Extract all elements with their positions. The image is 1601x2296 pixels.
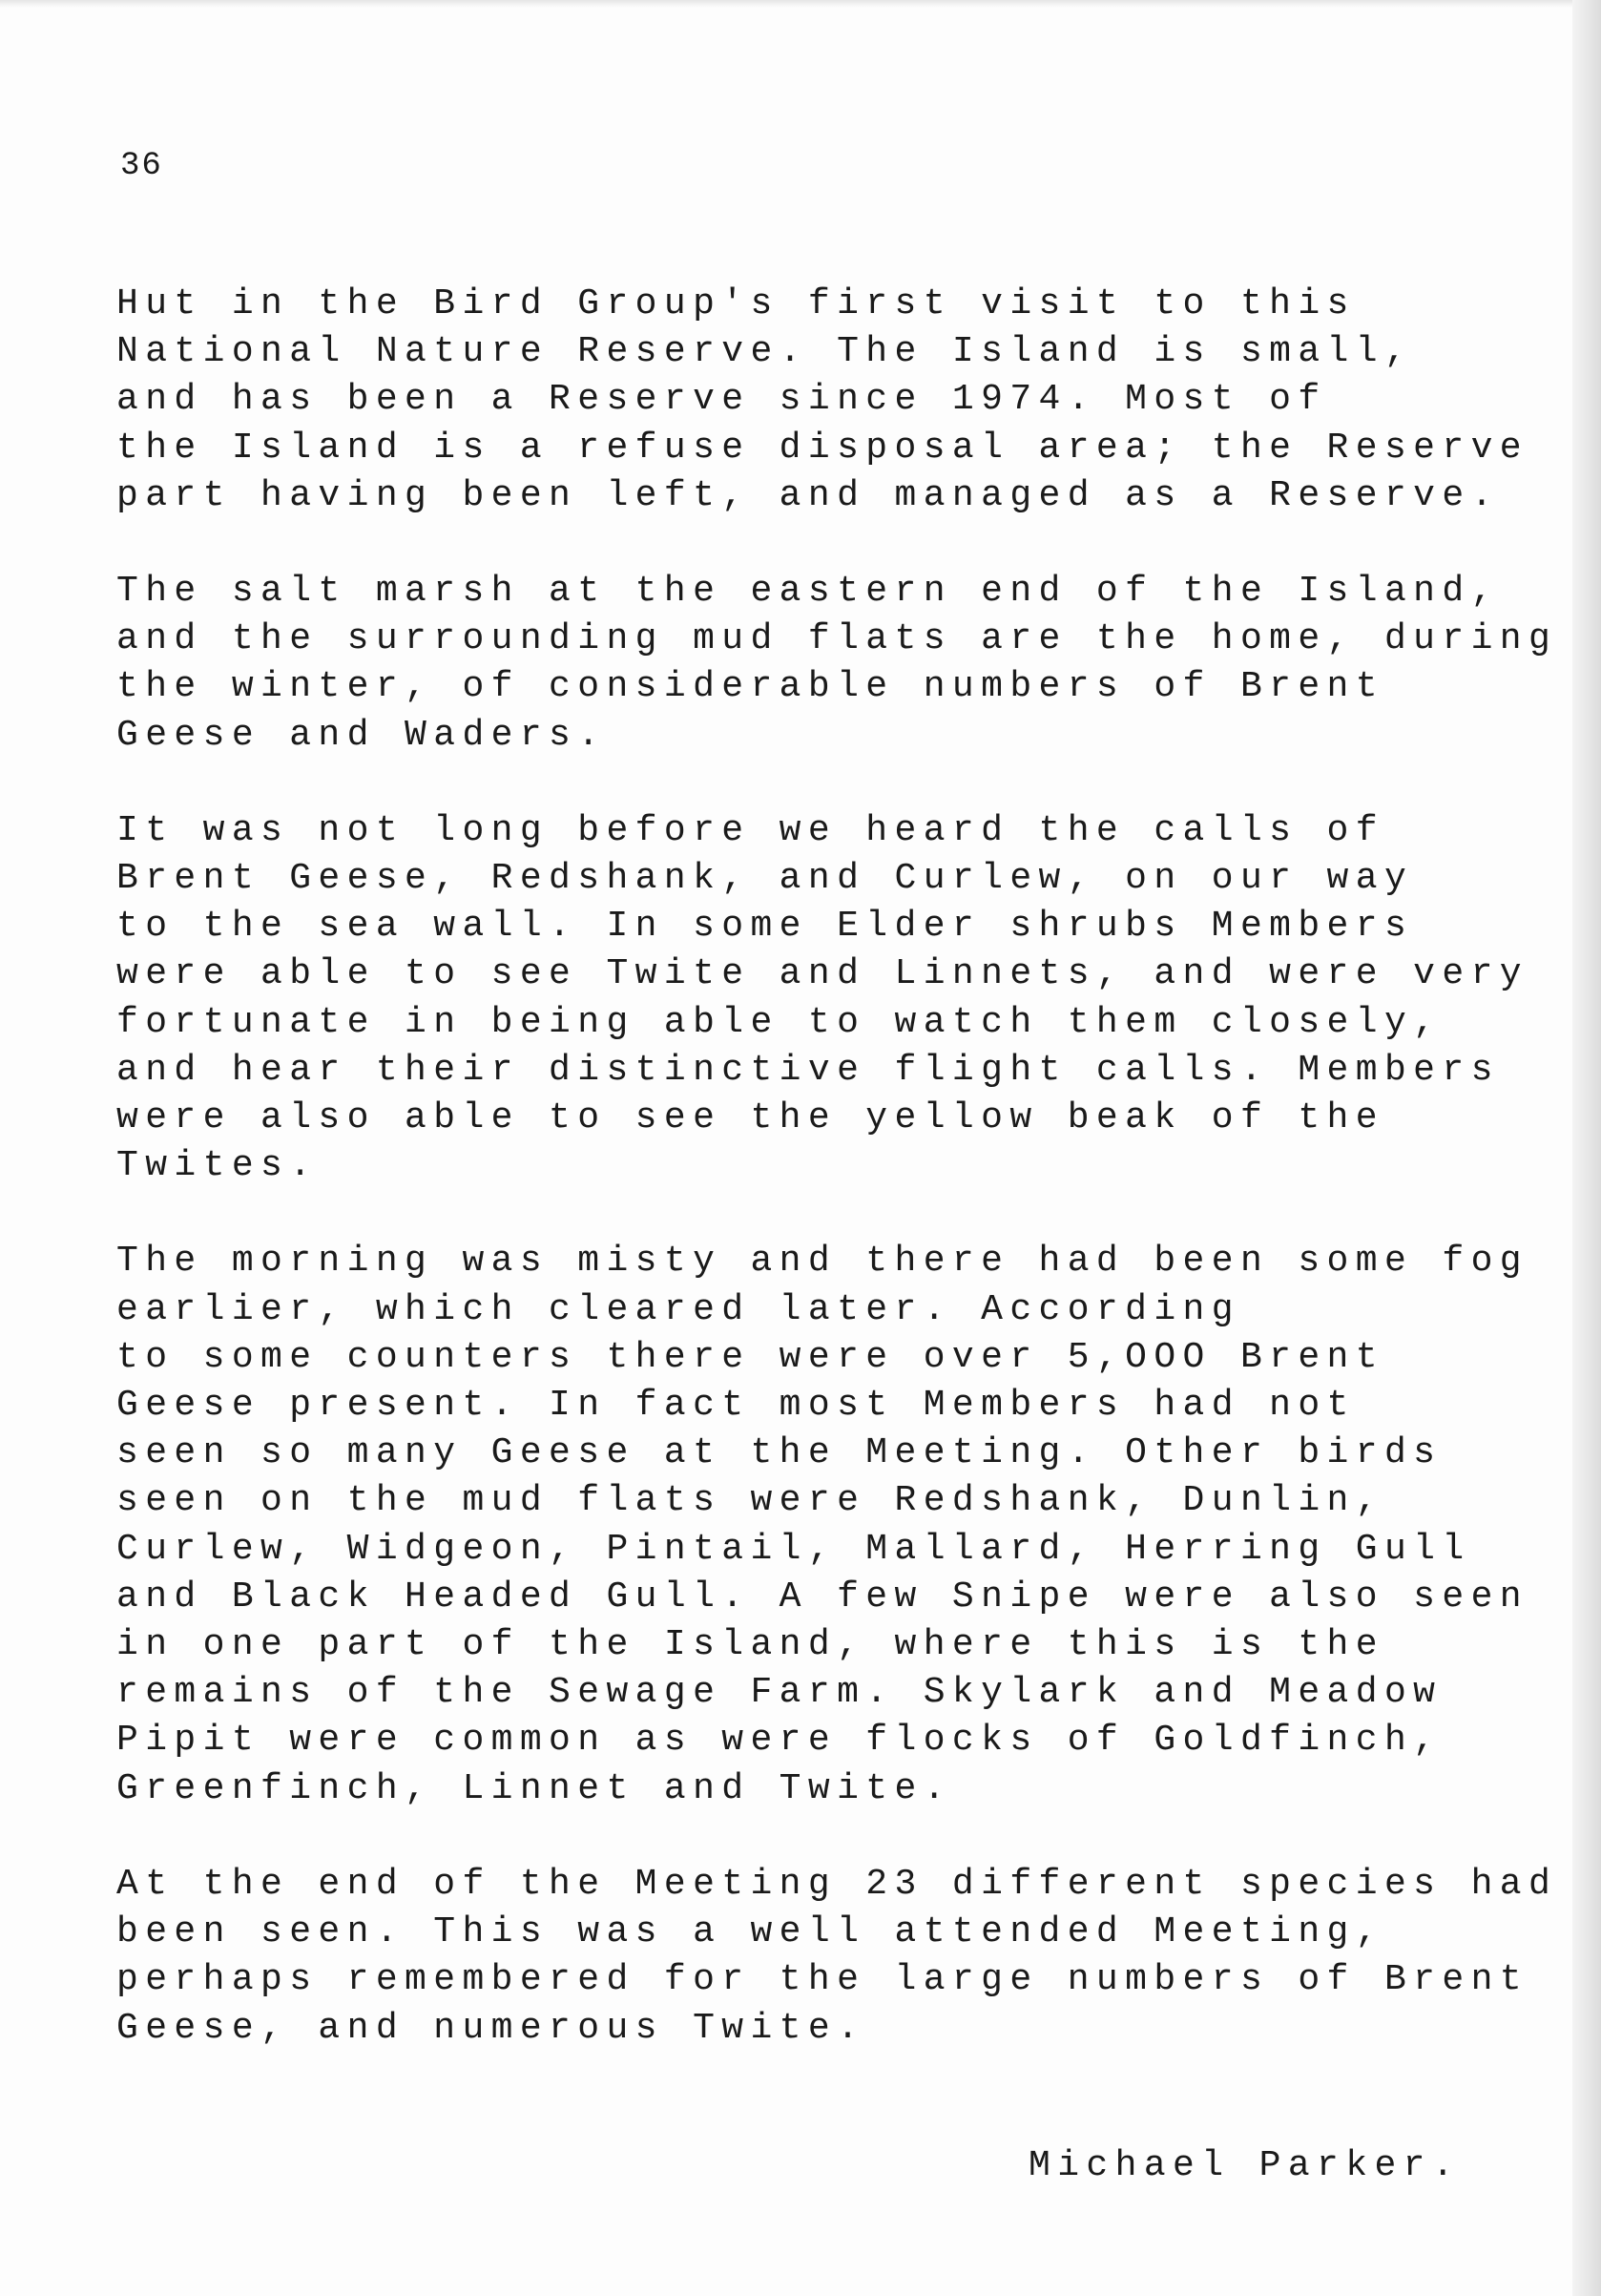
text-line: Greenfinch, Linnet and Twite. <box>116 1767 952 1809</box>
text-line: the winter, of considerable numbers of Brent <box>116 666 1384 708</box>
page-top-shadow <box>0 0 1601 8</box>
text-line: Pipit were common as were flocks of Goldfinch, <box>116 1720 1443 1762</box>
text-line: were also able to see the yellow beak of the <box>116 1097 1384 1139</box>
text-line: The salt marsh at the eastern end of the Island, <box>116 571 1500 613</box>
text-line: Brent Geese, Redshank, and Curlew, on our way <box>116 858 1414 900</box>
text-line: It was not long before we heard the calls of <box>116 809 1384 851</box>
text-line: Twites. <box>116 1145 319 1187</box>
text-line: National Nature Reserve. The Island is small, <box>116 331 1414 373</box>
author-signature: Michael Parker. <box>1029 2145 1462 2186</box>
article-body <box>116 281 1567 2100</box>
text-line: and has been a Reserve since 1974. Most of <box>116 379 1327 421</box>
paragraph-1 <box>116 281 1567 520</box>
paragraph-5 <box>116 1861 1567 2053</box>
paragraph-2 <box>116 568 1567 760</box>
text-line: in one part of the Island, where this is the <box>116 1624 1384 1666</box>
text-line: been seen. This was a well attended Meeting, <box>116 1911 1384 1953</box>
text-line: fortunate in being able to watch them closely, <box>116 1001 1443 1043</box>
text-line: seen so many Geese at the Meeting. Other birds <box>116 1432 1443 1474</box>
page-number: 36 <box>120 148 163 184</box>
text-line: to the sea wall. In some Elder shrubs Members <box>116 906 1414 948</box>
text-line: and Black Headed Gull. A few Snipe were also seen <box>116 1576 1528 1618</box>
text-line: the Island is a refuse disposal area; the Reserve <box>116 427 1528 469</box>
text-line: and the surrounding mud flats are the home, during <box>116 618 1558 660</box>
text-line: At the end of the Meeting 23 different species had <box>116 1863 1558 1905</box>
text-line: part having been left, and managed as a Reserve. <box>116 474 1500 516</box>
text-line: Hut in the Bird Group's first visit to this <box>116 283 1356 324</box>
text-line: were able to see Twite and Linnets, and were very <box>116 953 1528 995</box>
paragraph-3 <box>116 807 1567 1191</box>
paragraph-4 <box>116 1238 1567 1812</box>
text-line: earlier, which cleared later. According <box>116 1288 1240 1330</box>
page-right-shadow <box>1572 0 1601 2296</box>
text-line: Geese present. In fact most Members had not <box>116 1385 1356 1427</box>
text-line: The morning was misty and there had been some fog <box>116 1241 1528 1283</box>
text-line: perhaps remembered for the large numbers of Brent <box>116 1959 1528 2001</box>
text-line: Geese, and numerous Twite. <box>116 2007 866 2049</box>
text-line: Curlew, Widgeon, Pintail, Mallard, Herring Gull <box>116 1528 1471 1570</box>
text-line: remains of the Sewage Farm. Skylark and Meadow <box>116 1672 1443 1714</box>
text-line: to some counters there were over 5,OOO Brent <box>116 1336 1384 1378</box>
text-line: seen on the mud flats were Redshank, Dunlin, <box>116 1480 1384 1522</box>
text-line: and hear their distinctive flight calls. Members <box>116 1049 1500 1091</box>
text-line: Geese and Waders. <box>116 714 607 756</box>
